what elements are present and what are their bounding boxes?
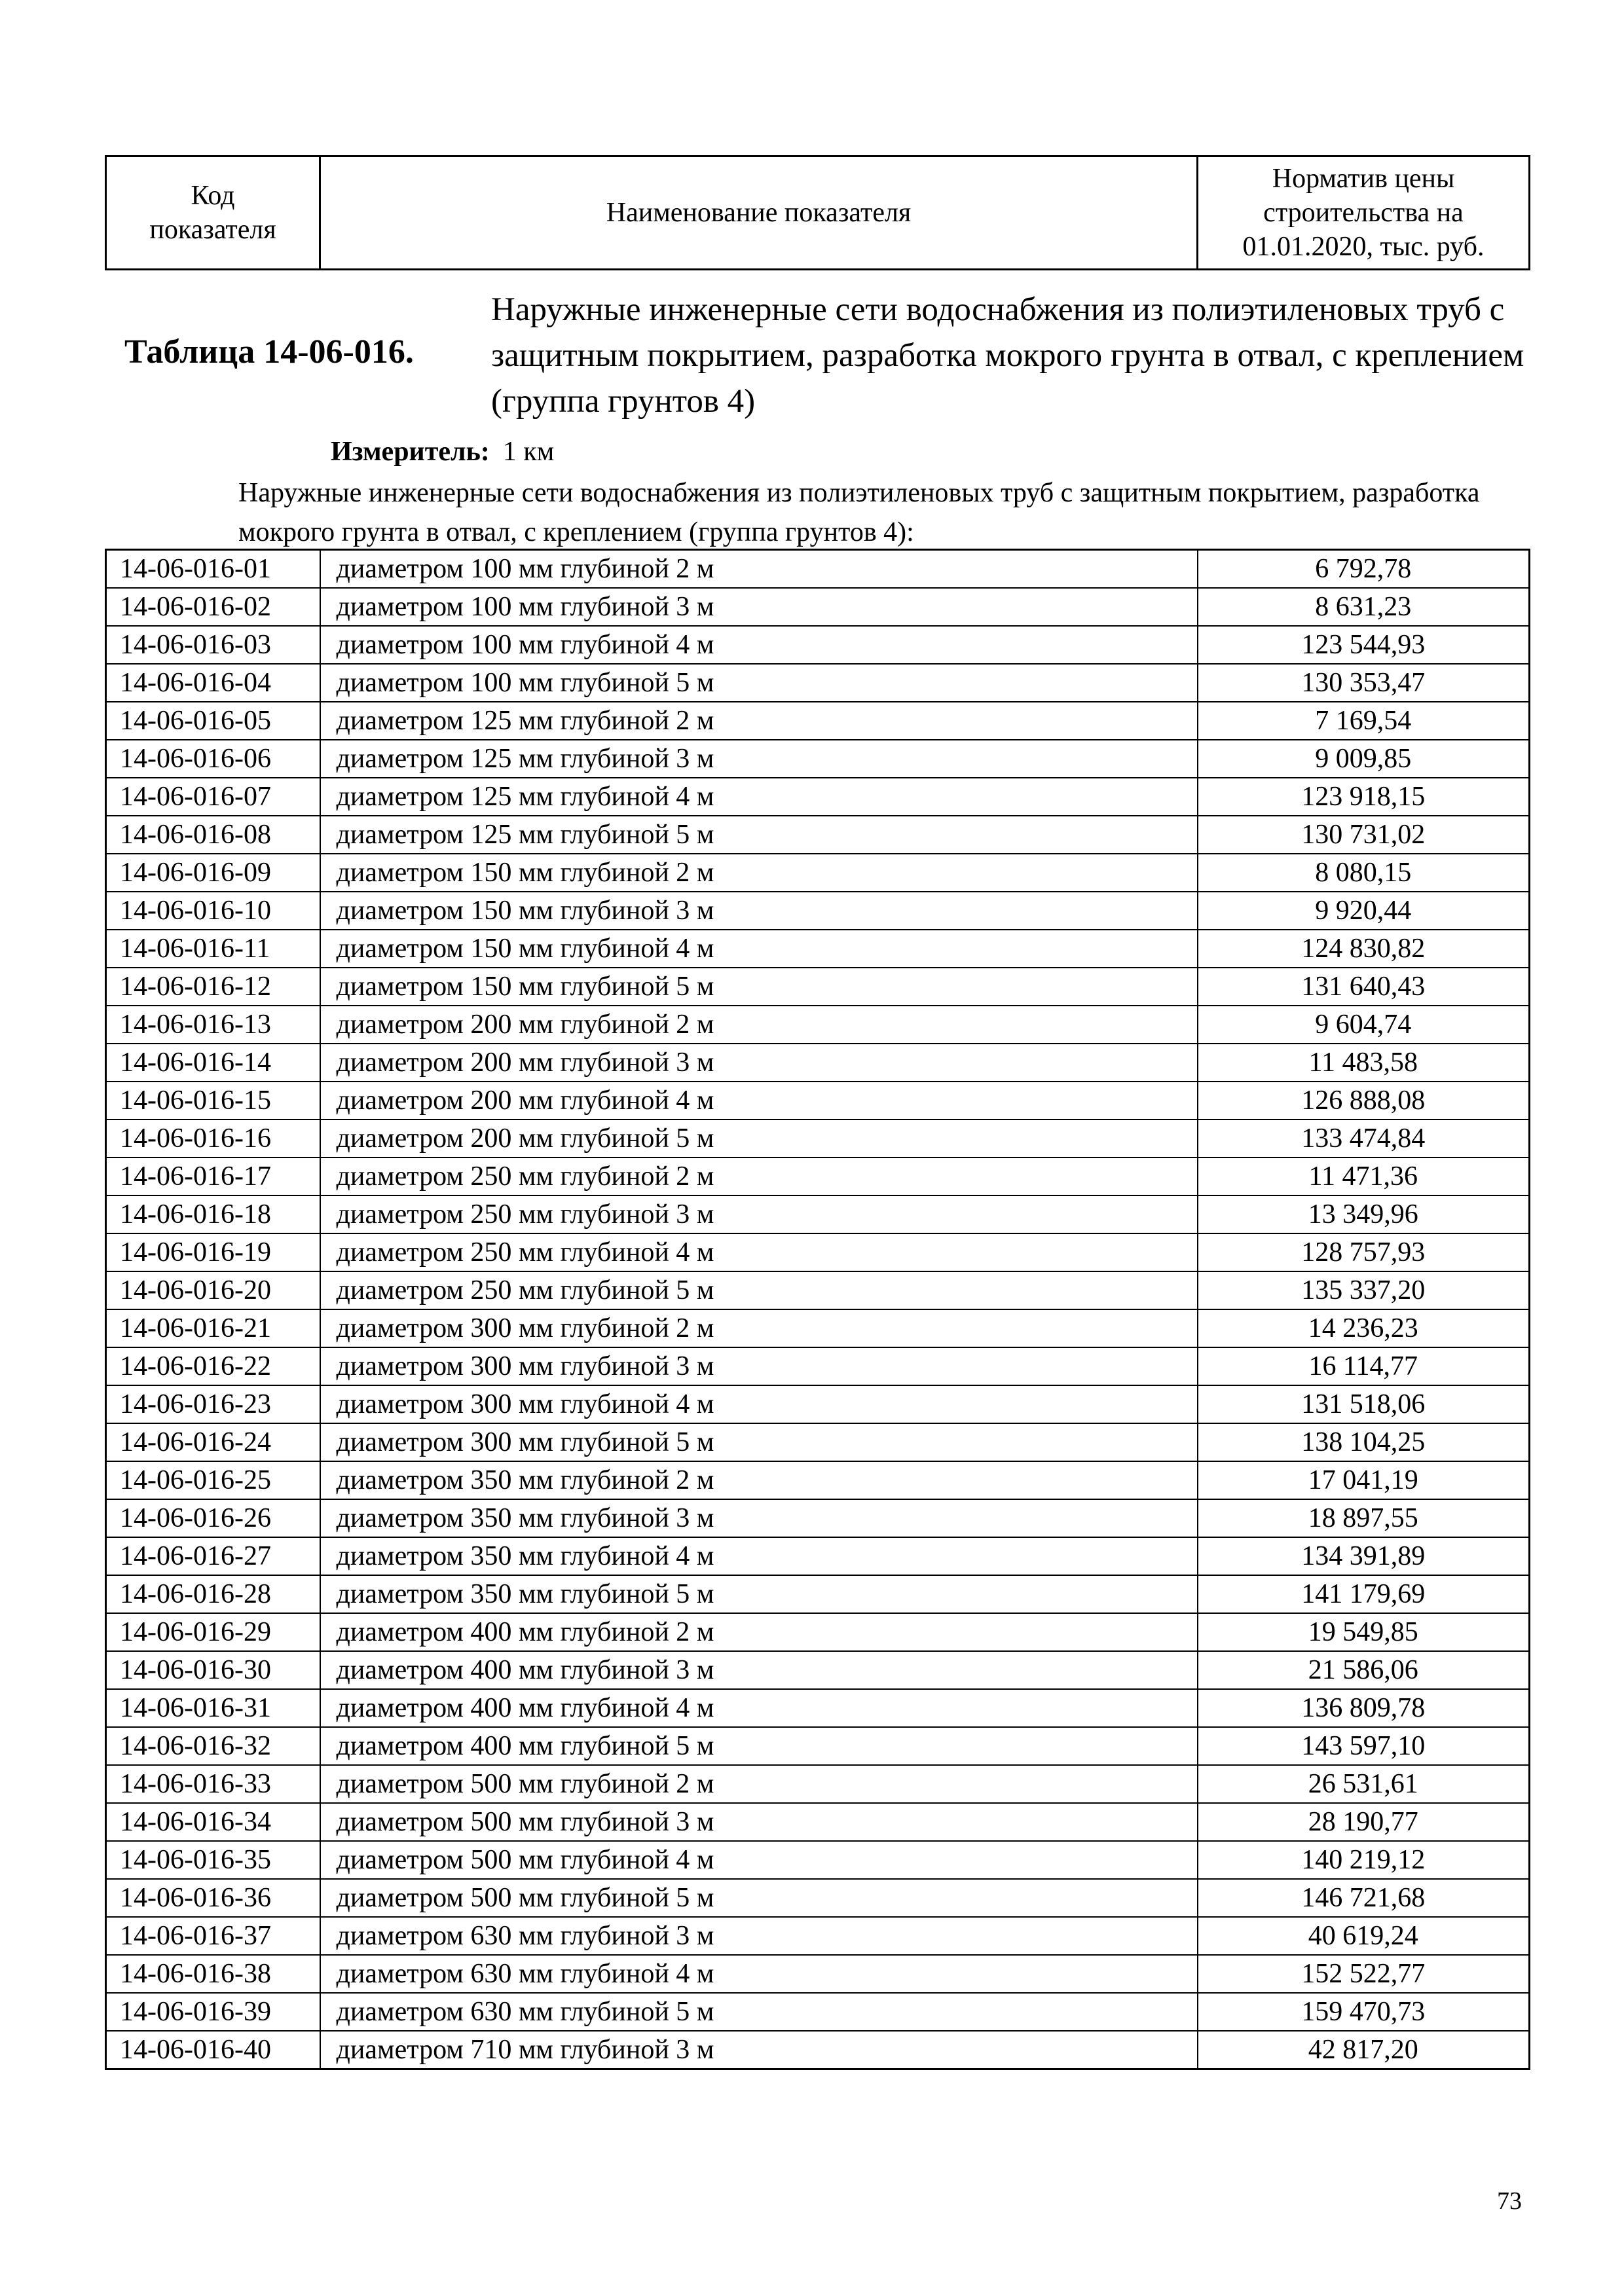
row-code: 14-06-016-33 [106, 1765, 320, 1803]
row-code: 14-06-016-13 [106, 1006, 320, 1044]
row-name: диаметром 300 мм глубиной 5 м [320, 1423, 1198, 1461]
data-table-body [106, 550, 1530, 2069]
table-row [106, 1461, 1530, 1499]
row-value: 140 219,12 [1198, 1841, 1530, 1879]
table-row [106, 816, 1530, 854]
table-row [106, 1689, 1530, 1727]
table-row [106, 1537, 1530, 1575]
row-code: 14-06-016-31 [106, 1689, 320, 1727]
table-row [106, 702, 1530, 740]
row-value: 123 918,15 [1198, 778, 1530, 816]
table-row [106, 968, 1530, 1006]
table-row [106, 1082, 1530, 1120]
row-code: 14-06-016-09 [106, 854, 320, 892]
row-code: 14-06-016-30 [106, 1651, 320, 1689]
row-value: 146 721,68 [1198, 1879, 1530, 1917]
header-name-label: Наименование показателя [606, 198, 912, 228]
row-code: 14-06-016-34 [106, 1803, 320, 1841]
measure-value: 1 км [502, 437, 555, 467]
row-name: диаметром 350 мм глубиной 4 м [320, 1537, 1198, 1575]
row-code: 14-06-016-28 [106, 1575, 320, 1613]
row-name: диаметром 100 мм глубиной 5 м [320, 664, 1198, 702]
row-name: диаметром 200 мм глубиной 4 м [320, 1082, 1198, 1120]
row-code: 14-06-016-20 [106, 1271, 320, 1309]
row-name: диаметром 500 мм глубиной 4 м [320, 1841, 1198, 1879]
table-row [106, 2031, 1530, 2069]
row-name: диаметром 630 мм глубиной 3 м [320, 1917, 1198, 1955]
measure-label: Измеритель: [331, 437, 490, 467]
row-code: 14-06-016-16 [106, 1120, 320, 1157]
row-value: 7 169,54 [1198, 702, 1530, 740]
table-row [106, 1385, 1530, 1423]
table-subtitle: Наружные инженерные сети водоснабжения из полиэтиленовых труб с защитным покрытием, разработка мокрого грунта в отвал, с креплением (группа грунтов 4): [238, 478, 1480, 547]
row-name: диаметром 250 мм глубиной 3 м [320, 1195, 1198, 1233]
table-row [106, 1803, 1530, 1841]
row-name: диаметром 350 мм глубиной 3 м [320, 1499, 1198, 1537]
row-code: 14-06-016-26 [106, 1499, 320, 1537]
row-code: 14-06-016-14 [106, 1044, 320, 1082]
table-row [106, 1120, 1530, 1157]
row-code: 14-06-016-37 [106, 1917, 320, 1955]
row-name: диаметром 500 мм глубиной 3 м [320, 1803, 1198, 1841]
row-value: 28 190,77 [1198, 1803, 1530, 1841]
table-row [106, 1955, 1530, 1993]
table-row [106, 1157, 1530, 1195]
data-table [105, 549, 1530, 2070]
row-code: 14-06-016-11 [106, 930, 320, 968]
row-code: 14-06-016-32 [106, 1727, 320, 1765]
table-row [106, 1423, 1530, 1461]
row-value: 152 522,77 [1198, 1955, 1530, 1993]
row-value: 143 597,10 [1198, 1727, 1530, 1765]
row-name: диаметром 250 мм глубиной 5 м [320, 1271, 1198, 1309]
row-value: 141 179,69 [1198, 1575, 1530, 1613]
row-value: 40 619,24 [1198, 1917, 1530, 1955]
row-name: диаметром 300 мм глубиной 2 м [320, 1309, 1198, 1347]
row-code: 14-06-016-03 [106, 626, 320, 664]
row-value: 124 830,82 [1198, 930, 1530, 968]
row-name: диаметром 150 мм глубиной 5 м [320, 968, 1198, 1006]
measure [331, 435, 554, 469]
row-name: диаметром 500 мм глубиной 5 м [320, 1879, 1198, 1917]
row-code: 14-06-016-19 [106, 1233, 320, 1271]
table-row [106, 892, 1530, 930]
row-value: 159 470,73 [1198, 1993, 1530, 2031]
table-row [106, 1651, 1530, 1689]
row-value: 136 809,78 [1198, 1689, 1530, 1727]
table-row [106, 550, 1530, 589]
table-row [106, 740, 1530, 778]
row-value: 11 471,36 [1198, 1157, 1530, 1195]
table-row [106, 1233, 1530, 1271]
row-name: диаметром 100 мм глубиной 3 м [320, 588, 1198, 626]
table-row [106, 778, 1530, 816]
row-name: диаметром 200 мм глубиной 2 м [320, 1006, 1198, 1044]
row-name: диаметром 500 мм глубиной 2 м [320, 1765, 1198, 1803]
header-code-label: Код показателя [149, 181, 276, 245]
row-name: диаметром 630 мм глубиной 4 м [320, 1955, 1198, 1993]
row-value: 9 920,44 [1198, 892, 1530, 930]
table-row [106, 626, 1530, 664]
row-value: 123 544,93 [1198, 626, 1530, 664]
row-name: диаметром 125 мм глубиной 5 м [320, 816, 1198, 854]
row-value: 13 349,96 [1198, 1195, 1530, 1233]
table-row [106, 1575, 1530, 1613]
row-value: 135 337,20 [1198, 1271, 1530, 1309]
table-row [106, 1841, 1530, 1879]
row-value: 138 104,25 [1198, 1423, 1530, 1461]
row-value: 14 236,23 [1198, 1309, 1530, 1347]
row-code: 14-06-016-01 [106, 550, 320, 589]
row-code: 14-06-016-24 [106, 1423, 320, 1461]
table-label: Таблица 14-06-016. [124, 333, 414, 371]
page-number: 73 [1497, 2187, 1522, 2215]
row-code: 14-06-016-08 [106, 816, 320, 854]
row-code: 14-06-016-12 [106, 968, 320, 1006]
table-row [106, 1006, 1530, 1044]
row-value: 131 640,43 [1198, 968, 1530, 1006]
table-row [106, 1917, 1530, 1955]
row-value: 133 474,84 [1198, 1120, 1530, 1157]
row-value: 126 888,08 [1198, 1082, 1530, 1120]
row-value: 18 897,55 [1198, 1499, 1530, 1537]
row-code: 14-06-016-05 [106, 702, 320, 740]
header-norm-label: Норматив цены строительства на 01.01.2020, тыс. руб. [1242, 164, 1485, 262]
table-row [106, 930, 1530, 968]
row-name: диаметром 125 мм глубиной 2 м [320, 702, 1198, 740]
row-code: 14-06-016-39 [106, 1993, 320, 2031]
row-value: 16 114,77 [1198, 1347, 1530, 1385]
row-name: диаметром 125 мм глубиной 4 м [320, 778, 1198, 816]
row-code: 14-06-016-04 [106, 664, 320, 702]
row-value: 130 731,02 [1198, 816, 1530, 854]
row-name: диаметром 400 мм глубиной 4 м [320, 1689, 1198, 1727]
row-value: 134 391,89 [1198, 1537, 1530, 1575]
row-code: 14-06-016-40 [106, 2031, 320, 2069]
table-row [106, 1044, 1530, 1082]
row-value: 42 817,20 [1198, 2031, 1530, 2069]
row-value: 8 631,23 [1198, 588, 1530, 626]
row-code: 14-06-016-27 [106, 1537, 320, 1575]
row-name: диаметром 150 мм глубиной 2 м [320, 854, 1198, 892]
row-name: диаметром 200 мм глубиной 5 м [320, 1120, 1198, 1157]
row-name: диаметром 300 мм глубиной 3 м [320, 1347, 1198, 1385]
row-code: 14-06-016-02 [106, 588, 320, 626]
row-name: диаметром 100 мм глубиной 2 м [320, 550, 1198, 589]
table-row [106, 854, 1530, 892]
row-name: диаметром 630 мм глубиной 5 м [320, 1993, 1198, 2031]
table-row [106, 1271, 1530, 1309]
table-row [106, 1499, 1530, 1537]
row-code: 14-06-016-15 [106, 1082, 320, 1120]
row-name: диаметром 150 мм глубиной 4 м [320, 930, 1198, 968]
row-code: 14-06-016-07 [106, 778, 320, 816]
row-name: диаметром 350 мм глубиной 2 м [320, 1461, 1198, 1499]
table-row [106, 1309, 1530, 1347]
table-row [106, 1993, 1530, 2031]
row-value: 8 080,15 [1198, 854, 1530, 892]
table-row [106, 1347, 1530, 1385]
row-value: 17 041,19 [1198, 1461, 1530, 1499]
table-title-text: Наружные инженерные сети водоснабжения из полиэтиленовых труб с защитным покрытием, разработка мокрого грунта в отвал, с креплением (группа грунтов 4) [491, 291, 1524, 420]
row-code: 14-06-016-38 [106, 1955, 320, 1993]
row-value: 130 353,47 [1198, 664, 1530, 702]
row-value: 21 586,06 [1198, 1651, 1530, 1689]
row-value: 26 531,61 [1198, 1765, 1530, 1803]
row-name: диаметром 400 мм глубиной 2 м [320, 1613, 1198, 1651]
row-code: 14-06-016-25 [106, 1461, 320, 1499]
table-row [106, 1613, 1530, 1651]
row-name: диаметром 250 мм глубиной 2 м [320, 1157, 1198, 1195]
row-value: 128 757,93 [1198, 1233, 1530, 1271]
row-value: 6 792,78 [1198, 550, 1530, 589]
row-code: 14-06-016-18 [106, 1195, 320, 1233]
header-row [106, 156, 1530, 270]
table-row [106, 1879, 1530, 1917]
table-row [106, 664, 1530, 702]
row-name: диаметром 125 мм глубиной 3 м [320, 740, 1198, 778]
row-code: 14-06-016-21 [106, 1309, 320, 1347]
row-code: 14-06-016-35 [106, 1841, 320, 1879]
row-value: 9 604,74 [1198, 1006, 1530, 1044]
row-value: 11 483,58 [1198, 1044, 1530, 1082]
row-value: 9 009,85 [1198, 740, 1530, 778]
table-title [124, 287, 1532, 424]
row-code: 14-06-016-23 [106, 1385, 320, 1423]
row-name: диаметром 100 мм глубиной 4 м [320, 626, 1198, 664]
table-row [106, 1765, 1530, 1803]
table-row [106, 1195, 1530, 1233]
header-name [320, 156, 1198, 270]
table-row [106, 1727, 1530, 1765]
row-code: 14-06-016-06 [106, 740, 320, 778]
row-value: 131 518,06 [1198, 1385, 1530, 1423]
row-name: диаметром 400 мм глубиной 3 м [320, 1651, 1198, 1689]
row-code: 14-06-016-22 [106, 1347, 320, 1385]
row-name: диаметром 350 мм глубиной 5 м [320, 1575, 1198, 1613]
row-name: диаметром 250 мм глубиной 4 м [320, 1233, 1198, 1271]
row-code: 14-06-016-36 [106, 1879, 320, 1917]
row-code: 14-06-016-17 [106, 1157, 320, 1195]
row-name: диаметром 150 мм глубиной 3 м [320, 892, 1198, 930]
table-row [106, 588, 1530, 626]
header-code [106, 156, 320, 270]
row-name: диаметром 200 мм глубиной 3 м [320, 1044, 1198, 1082]
row-name: диаметром 400 мм глубиной 5 м [320, 1727, 1198, 1765]
row-value: 19 549,85 [1198, 1613, 1530, 1651]
header-norm [1198, 156, 1530, 270]
row-name: диаметром 300 мм глубиной 4 м [320, 1385, 1198, 1423]
header-table [105, 155, 1530, 270]
row-code: 14-06-016-10 [106, 892, 320, 930]
row-name: диаметром 710 мм глубиной 3 м [320, 2031, 1198, 2069]
row-code: 14-06-016-29 [106, 1613, 320, 1651]
